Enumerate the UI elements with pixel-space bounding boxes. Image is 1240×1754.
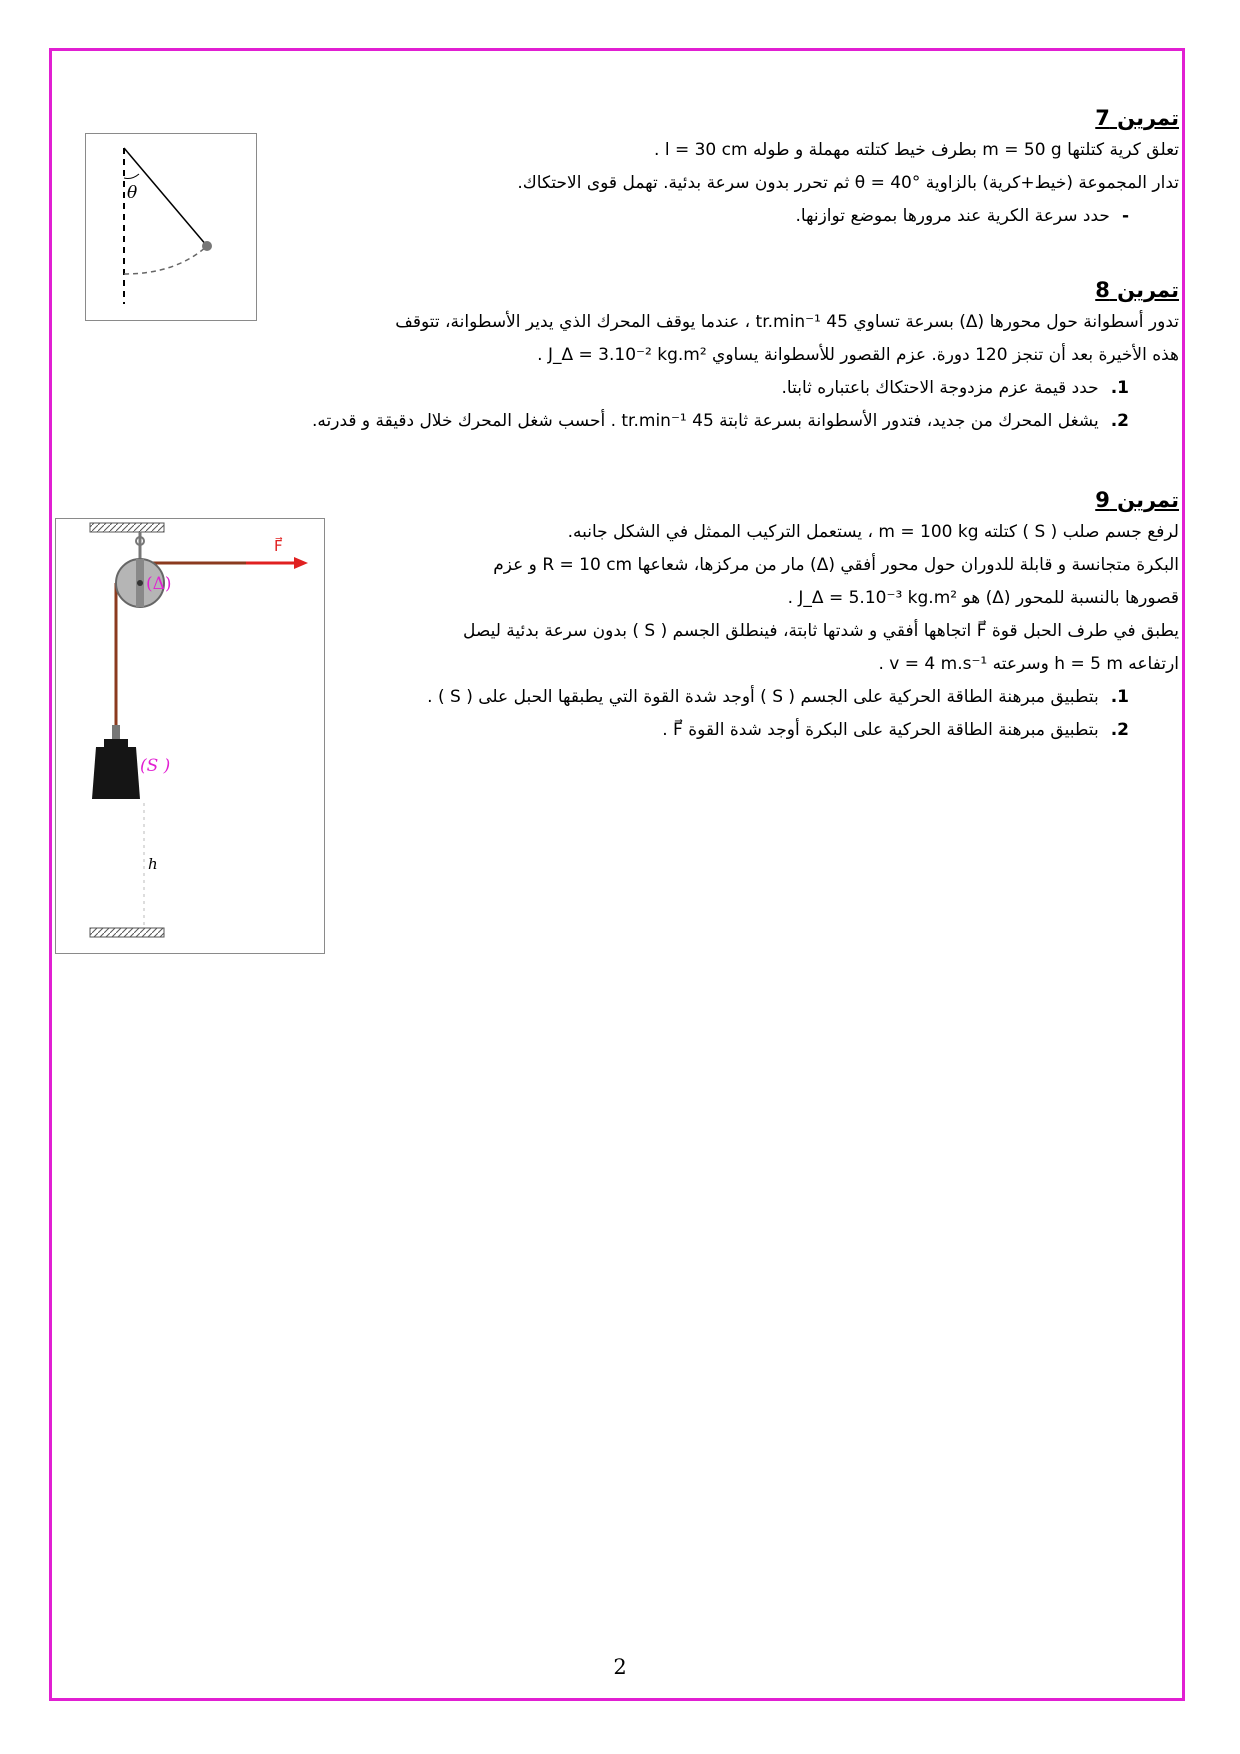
exercise-8-question-1-text: حدد قيمة عزم مزدوجة الاحتكاك باعتباره ثابتا. — [781, 378, 1099, 398]
exercise-9-line-4: يطبق في طرف الحبل قوة F⃗ اتجاهها أفقي و شدتها ثابتة، فينطلق الجسم ( S ) بدون سرعة بدئية ليصل — [462, 621, 1179, 641]
exercise-7 — [517, 106, 1179, 233]
exercise-7-title: تمرين 7 — [1095, 106, 1179, 130]
question-number: 2. — [1110, 720, 1129, 740]
exercise-7-line-1: تعلق كرية كتلتها m = 50 g بطرف خيط كتلته مهملة و طوله l = 30 cm . — [654, 140, 1179, 160]
bullet: - — [1121, 206, 1129, 226]
exercise-9-question-1-text: بتطبيق مبرهنة الطاقة الحركية على الجسم ( S ) أوجد شدة القوة التي يطبقها الحبل على ( S ) . — [427, 687, 1099, 707]
exercise-9-line-5: ارتفاعه h = 5 m وسرعته v = 4 m.s⁻¹ . — [878, 654, 1179, 674]
body-label: (S ) — [140, 756, 171, 776]
exercise-8 — [312, 278, 1179, 438]
exercise-9-line-2: البكرة متجانسة و قابلة للدوران حول محور أفقي (Δ) مار من مركزها، شعاعها R = 10 cm و عزم — [493, 555, 1179, 575]
exercise-9-line-1: لرفع جسم صلب ( S ) كتلته m = 100 kg ، يستعمل التركيب الممثل في الشكل جانبه. — [567, 522, 1179, 542]
angle-arc — [124, 174, 139, 179]
pulley-figure — [55, 518, 325, 954]
exercise-7-line-2: تدار المجموعة (خيط+كرية) بالزاوية θ = 40° ثم تحرر بدون سرعة بدئية. تهمل قوى الاحتكاك. — [517, 173, 1179, 193]
force-arrowhead — [294, 557, 308, 569]
exercise-8-question-1 — [312, 372, 1179, 405]
exercise-9-question-2-text: بتطبيق مبرهنة الطاقة الحركية على البكرة أوجد شدة القوة F⃗ . — [662, 720, 1099, 740]
exercise-9 — [427, 488, 1179, 747]
exercise-7-question-text: حدد سرعة الكرية عند مرورها بموضع توازنها. — [795, 206, 1110, 226]
exercise-8-title: تمرين 8 — [1095, 278, 1179, 302]
axis-label: (Δ) — [146, 574, 172, 594]
exercise-9-question-2 — [427, 714, 1179, 747]
rope-hook — [112, 725, 120, 739]
pulley-axle — [137, 580, 143, 586]
load-top — [104, 739, 128, 749]
exercise-9-question-1 — [427, 681, 1179, 714]
question-number: 1. — [1110, 378, 1129, 398]
force-label: F⃗ — [274, 537, 283, 555]
swing-arc — [124, 246, 207, 274]
exercise-9-line-3: قصورها بالنسبة للمحور (Δ) هو J_Δ = 5.10⁻³ kg.m² . — [787, 588, 1179, 608]
exercise-8-line-1: تدور أسطوانة حول محورها (Δ) بسرعة تساوي 45 tr.min⁻¹ ، عندما يوقف المحرك الذي يدير الأسطوانة، تتوقف — [395, 312, 1179, 332]
question-number: 2. — [1110, 411, 1129, 431]
exercise-8-line-2: هذه الأخيرة بعد أن تنجز 120 دورة. عزم القصور للأسطوانة يساوي J_Δ = 3.10⁻² kg.m² . — [537, 345, 1179, 365]
theta-label: θ — [127, 183, 138, 203]
exercise-8-question-2 — [312, 405, 1179, 438]
exercise-7-question — [517, 200, 1179, 233]
height-label: h — [148, 855, 158, 873]
exercise-8-question-2-text: يشغل المحرك من جديد، فتدور الأسطوانة بسرعة ثابتة 45 tr.min⁻¹ . أحسب شغل المحرك خلال دقيقة و قدرته. — [311, 411, 1099, 431]
ground-support — [90, 928, 164, 937]
pendulum-figure — [85, 133, 257, 321]
exercise-9-title: تمرين 9 — [1095, 488, 1179, 512]
page-number: 2 — [613, 1655, 627, 1679]
ceiling-support — [90, 523, 164, 532]
question-number: 1. — [1110, 687, 1129, 707]
load-body-s — [92, 747, 140, 799]
pendulum-bob — [202, 241, 212, 251]
